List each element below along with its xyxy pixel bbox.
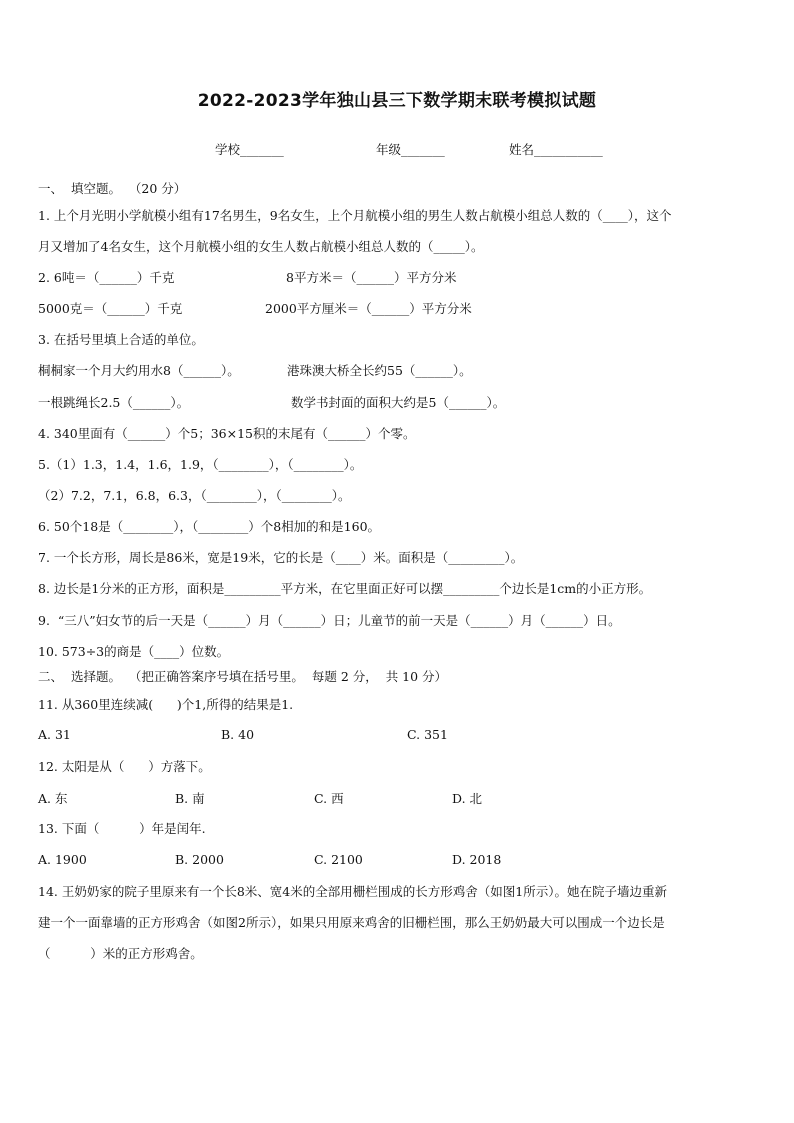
question-11-option-b: B. 40 <box>221 727 255 742</box>
question-4: 4. 340里面有（______）个5；36×15积的末尾有（______）个零。 <box>38 426 416 441</box>
question-6: 6. 50个18是（________），（________）个8相加的和是160。 <box>38 519 381 534</box>
question-11: 11. 从360里连续减( )个1,所得的结果是1. <box>38 697 294 712</box>
question-12: 12. 太阳是从（ ）方落下。 <box>38 759 211 774</box>
question-13-option-a: A. 1900 <box>38 852 87 867</box>
question-13-option-b: B. 2000 <box>175 852 224 867</box>
school-field: 学校_______ <box>215 142 284 157</box>
question-3: 3. 在括号里填上合适的单位。 <box>38 332 204 347</box>
page-title: 2022-2023学年独山县三下数学期末联考模拟试题 <box>197 91 597 111</box>
question-5-part-2: （2）7.2，7.1，6.8，6.3，（________），（________）。 <box>38 488 351 503</box>
question-12-option-c: C. 西 <box>314 791 344 806</box>
grade-field: 年级_______ <box>376 142 445 157</box>
question-14-line-1: 14. 王奶奶家的院子里原来有一个长8米、宽4米的全部用栅栏围成的长方形鸡舍（如图1所示）。她在院子墙边重新 <box>38 884 667 899</box>
question-12-option-a: A. 东 <box>38 791 68 806</box>
question-7: 7. 一个长方形，周长是86米，宽是19米，它的长是（____）米。面积是（_________）。 <box>38 550 524 565</box>
question-3-right-2: 数学书封面的面积大约是5（______）。 <box>291 395 506 410</box>
question-5-part-1: 5.（1）1.3，1.4，1.6，1.9，（________），（________）。 <box>38 457 363 472</box>
question-8: 8. 边长是1分米的正方形，面积是_________平方米，在它里面正好可以摆_________个边长是1cm的小正方形。 <box>38 581 652 596</box>
question-2-right-2: 2000平方厘米＝（______）平方分米 <box>265 301 472 316</box>
question-3-left-1: 桐桐家一个月大约用水8（______）。 <box>38 363 240 378</box>
question-2-left-2: 5000克＝（______）千克 <box>38 301 183 316</box>
question-3-right-1: 港珠澳大桥全长约55（______）。 <box>287 363 472 378</box>
question-9: 9. “三八”妇女节的后一天是（______）月（______）日；儿童节的前一天是（______）月（______）日。 <box>38 613 621 628</box>
name-field: 姓名___________ <box>509 142 603 157</box>
question-11-option-c: C. 351 <box>407 727 448 742</box>
question-13-option-c: C. 2100 <box>314 852 363 867</box>
question-14-line-2: 建一个一面靠墙的正方形鸡舍（如图2所示），如果只用原来鸡舍的旧栅栏围，那么王奶奶最大可以围成一个边长是 <box>38 915 665 930</box>
question-12-option-d: D. 北 <box>452 791 483 806</box>
question-1-line-2: 月又增加了4名女生，这个月航模小组的女生人数占航模小组总人数的（_____）。 <box>38 239 484 254</box>
question-1-line-1: 1. 上个月光明小学航模小组有17名男生，9名女生，上个月航模小组的男生人数占航模小组总人数的（____），这个 <box>38 208 672 223</box>
question-10: 10. 573÷3的商是（____）位数。 <box>38 644 230 659</box>
question-13: 13. 下面（ ）年是闰年. <box>38 821 206 836</box>
section1-heading: 一、 填空题。 （20 分） <box>38 181 187 196</box>
question-14-line-3: （ ）米的正方形鸡舍。 <box>38 946 203 961</box>
question-12-option-b: B. 南 <box>175 791 205 806</box>
section2-heading: 二、 选择题。 （把正确答案序号填在括号里。 每题 2 分， 共 10 分） <box>38 669 448 684</box>
question-11-option-a: A. 31 <box>38 727 71 742</box>
question-2-left-1: 2. 6吨＝（______）千克 <box>38 270 175 285</box>
question-2-right-1: 8平方米＝（______）平方分米 <box>286 270 457 285</box>
question-3-left-2: 一根跳绳长2.5（______）。 <box>38 395 190 410</box>
question-13-option-d: D. 2018 <box>452 852 502 867</box>
